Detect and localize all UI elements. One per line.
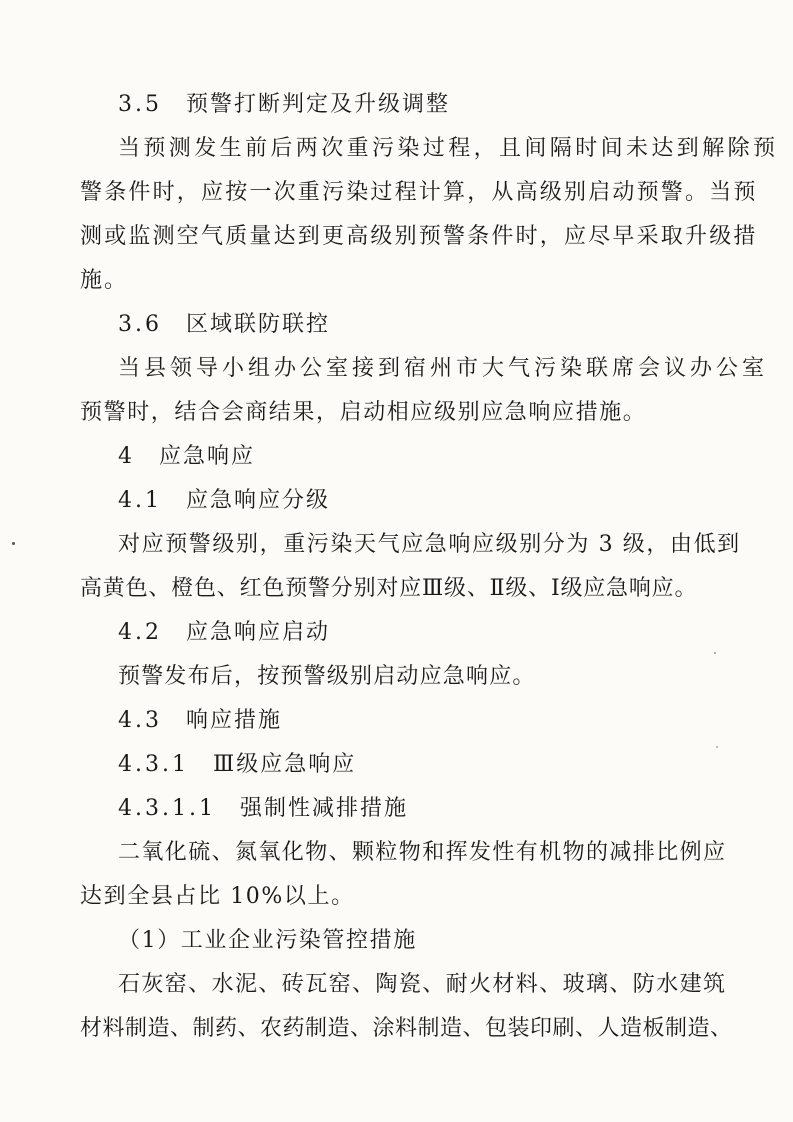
section-4-heading [118, 442, 255, 472]
section-title: Ⅲ级应急响应 [212, 752, 357, 777]
paragraph-line: 预警发布后，按预警级别启动应急响应。 [118, 664, 536, 689]
subsection-1-heading: （1）工业企业污染管控措施 [118, 928, 417, 953]
section-3-5-heading [118, 90, 450, 120]
section-4-1-heading [118, 486, 330, 516]
paragraph-line: 二氧化硫、氮氧化物、颗粒物和挥发性有机物的减排比例应 [118, 840, 727, 865]
section-4-3-1-1-heading [118, 794, 408, 824]
paragraph-line: 当预测发生前后两次重污染过程，且间隔时间未达到解除预 [118, 136, 779, 161]
paragraph-line: 高黄色、橙色、红色预警分别对应Ⅲ级、Ⅱ级、Ⅰ级应急响应。 [80, 576, 698, 601]
paragraph-line: 预警时，结合会商结果，启动相应级别应急响应措施。 [80, 400, 647, 425]
scan-speck [714, 652, 716, 654]
paragraph-line: 对应预警级别，重污染天气应急响应级别分为 3 级，由低到 [118, 532, 741, 557]
paragraph-line: 测或监测空气质量达到更高级别预警条件时，应尽早采取升级措 [80, 224, 758, 249]
paragraph-line: 材料制造、制药、农药制造、涂料制造、包装印刷、人造板制造、 [80, 1016, 733, 1041]
paragraph-line: 石灰窑、水泥、砖瓦窑、陶瓷、耐火材料、玻璃、防水建筑 [118, 972, 727, 997]
paragraph-line: 当县领导小组办公室接到宿州市大气污染联席会议办公室 [118, 356, 769, 381]
section-title: 响应措施 [186, 708, 283, 733]
section-number: 4 [118, 444, 135, 469]
section-4-3-1-heading [118, 750, 356, 780]
section-title: 区域联防联控 [186, 312, 331, 337]
section-title: 预警打断判定及升级调整 [186, 92, 451, 117]
scan-speck [716, 746, 718, 748]
section-number: 3.6 [118, 312, 162, 337]
section-4-2-heading [118, 618, 330, 648]
section-title: 强制性减排措施 [239, 796, 408, 821]
section-number: 4.2 [118, 620, 162, 645]
section-number: 4.3.1.1 [118, 796, 216, 821]
section-title: 应急响应分级 [186, 488, 331, 513]
section-number: 4.1 [118, 488, 162, 513]
section-3-6-heading [118, 310, 330, 340]
section-number: 4.3.1 [118, 752, 189, 777]
paragraph-line: 施。 [80, 268, 129, 293]
scan-speck [12, 542, 15, 545]
section-number: 3.5 [118, 92, 162, 117]
section-4-3-heading [118, 706, 282, 736]
paragraph-line: 警条件时，应按一次重污染过程计算，从高级别启动预警。当预 [80, 180, 758, 205]
paragraph-line: 达到全县占比 10%以上。 [80, 884, 355, 909]
section-number: 4.3 [118, 708, 162, 733]
section-title: 应急响应 [159, 444, 256, 469]
section-title: 应急响应启动 [186, 620, 331, 645]
